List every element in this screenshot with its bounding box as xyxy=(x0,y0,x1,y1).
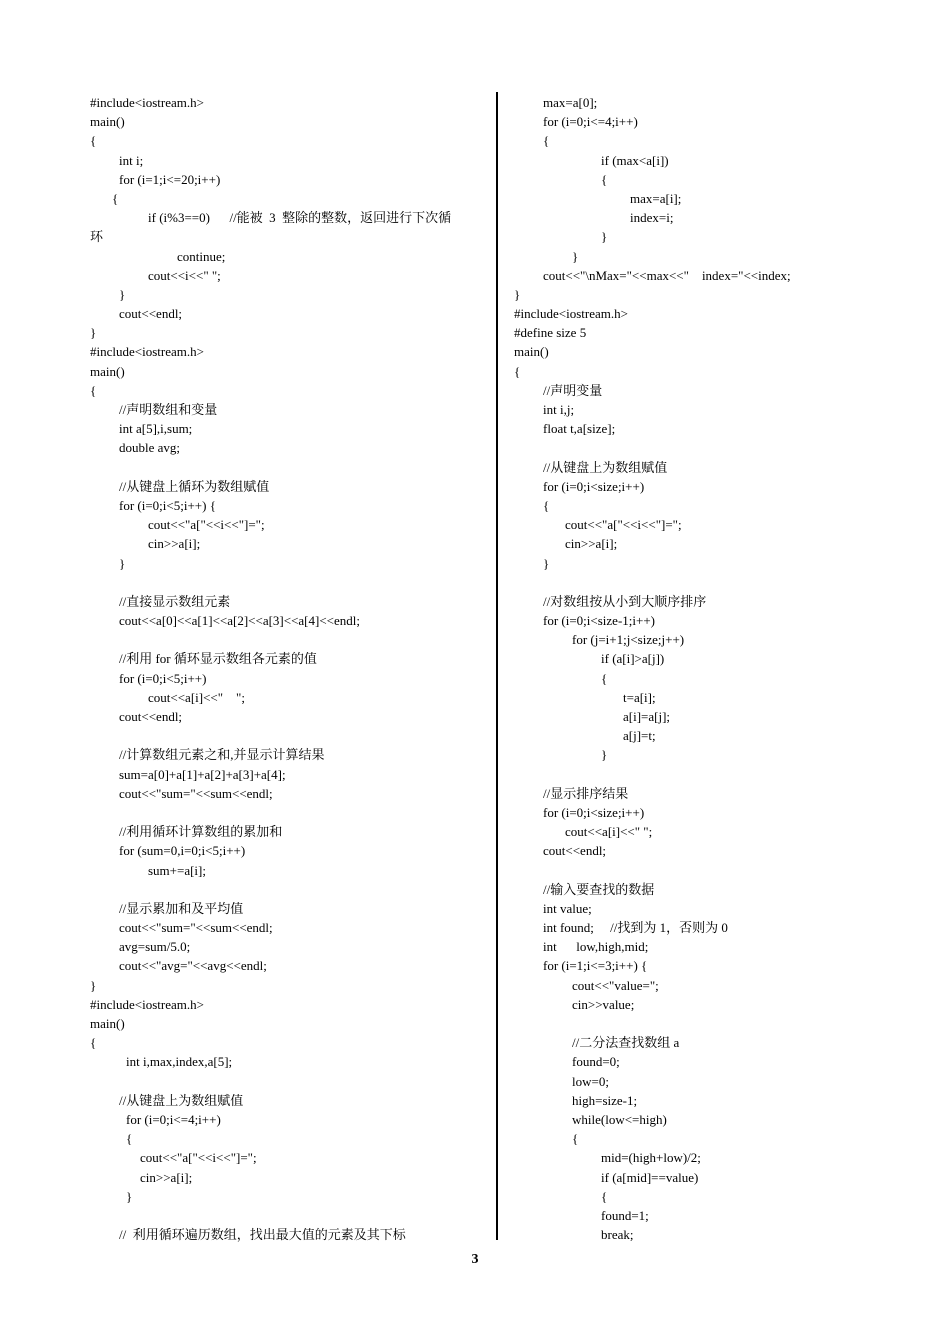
code-line: { xyxy=(90,382,97,398)
code-line: #include<iostream.h> xyxy=(514,306,628,322)
code-line: cout<<"a["<<i<<"]="; xyxy=(148,517,265,533)
code-line: cout<<"sum="<<sum<<endl; xyxy=(119,785,273,801)
code-line: //从键盘上为数组赋值 xyxy=(119,1092,244,1108)
code-line: index=i; xyxy=(630,210,674,226)
page-number: 3 xyxy=(471,1252,479,1267)
code-line xyxy=(514,861,934,880)
code-line xyxy=(514,765,934,784)
code-line: #include<iostream.h> xyxy=(90,95,204,110)
code-line: #include<iostream.h> xyxy=(90,996,204,1012)
code-line: { xyxy=(601,171,608,187)
column-divider xyxy=(496,92,498,1240)
code-line: //声明变量 xyxy=(543,382,603,398)
code-line: low=0; xyxy=(572,1073,609,1089)
code-line: cout<<endl; xyxy=(543,843,607,859)
code-line: for (sum=0,i=0;i<5;i++) xyxy=(119,843,246,859)
code-line xyxy=(90,803,490,822)
code-line: cout<<a[0]<<a[1]<<a[2]<<a[3]<<a[4]<<endl; xyxy=(119,613,360,629)
code-line: } xyxy=(514,286,521,302)
code-line: #include<iostream.h> xyxy=(90,344,204,360)
code-line: main() xyxy=(90,114,125,130)
code-line: { xyxy=(126,1131,133,1147)
code-line xyxy=(514,1014,934,1033)
code-line: sum=a[0]+a[1]+a[2]+a[3]+a[4]; xyxy=(119,766,286,782)
code-line: //显示排序结果 xyxy=(543,785,629,801)
code-line: high=size-1; xyxy=(572,1092,638,1108)
code-line: int a[5],i,sum; xyxy=(119,421,193,437)
code-line xyxy=(90,458,490,477)
code-line: } xyxy=(601,747,608,763)
code-line: { xyxy=(572,1131,579,1147)
code-line: for (j=i+1;j<size;j++) xyxy=(572,632,685,648)
code-line xyxy=(90,1206,490,1225)
code-line: int i,max,index,a[5]; xyxy=(126,1054,233,1070)
code-line: cin>>a[i]; xyxy=(148,536,201,552)
code-line: int low,high,mid; xyxy=(543,939,649,955)
code-line: max=a[i]; xyxy=(630,190,682,206)
code-line: main() xyxy=(514,344,549,360)
code-line: if (i%3==0) //能被 3 整除的整数，返回进行下次循 xyxy=(148,210,452,226)
code-line: double avg; xyxy=(119,440,181,456)
code-line xyxy=(90,880,490,899)
code-line: //计算数组元素之和,并显示计算结果 xyxy=(119,747,325,763)
code-line: if (a[mid]==value) xyxy=(601,1169,699,1185)
code-line: cout<<endl; xyxy=(119,306,183,322)
code-line: { xyxy=(90,133,97,149)
code-line: if (max<a[i]) xyxy=(601,152,669,168)
code-line: mid=(high+low)/2; xyxy=(601,1150,701,1166)
left-code-column xyxy=(90,93,490,1244)
code-line: a[j]=t; xyxy=(623,728,656,744)
code-line: found=1; xyxy=(601,1207,649,1223)
code-line: } xyxy=(90,325,97,341)
code-line: cout<<i<<" "; xyxy=(148,267,221,283)
code-line xyxy=(90,630,490,649)
code-line: cout<<"value="; xyxy=(572,977,659,993)
code-line: cin>>a[i]; xyxy=(140,1169,193,1185)
code-line: //对数组按从小到大顺序排序 xyxy=(543,593,707,609)
code-line: //声明数组和变量 xyxy=(119,402,218,417)
code-line: //输入要查找的数据 xyxy=(543,881,655,897)
code-line: for (i=0;i<size;i++) xyxy=(543,804,645,820)
code-line: max=a[0]; xyxy=(543,95,598,110)
code-line: } xyxy=(543,555,550,571)
code-line: cin>>a[i]; xyxy=(565,536,618,552)
code-line xyxy=(514,438,934,457)
code-line xyxy=(514,573,934,592)
code-line: //二分法查找数组 a xyxy=(572,1035,680,1051)
code-line: //利用 for 循环显示数组各元素的值 xyxy=(119,651,317,667)
code-line: cout<<a[i]<<" "; xyxy=(565,824,653,840)
code-line: cout<<"\nMax="<<max<<" index="<<index; xyxy=(543,267,791,283)
code-line: for (i=0;i<=4;i++) xyxy=(543,114,638,130)
code-line: for (i=0;i<5;i++) xyxy=(119,670,207,686)
code-line: //显示累加和及平均值 xyxy=(119,900,244,916)
code-line: int i,j; xyxy=(543,402,575,417)
code-line: cout<<"avg="<<avg<<endl; xyxy=(119,958,267,974)
code-line: { xyxy=(543,133,550,149)
code-line: found=0; xyxy=(572,1054,620,1070)
right-code-column xyxy=(514,93,934,1244)
code-line: t=a[i]; xyxy=(623,689,656,705)
code-line: { xyxy=(601,670,608,686)
code-line: 环 xyxy=(90,229,104,245)
code-line xyxy=(90,1072,490,1091)
code-line: continue; xyxy=(177,248,226,264)
code-line: { xyxy=(90,1035,97,1051)
code-line: sum+=a[i]; xyxy=(148,862,206,878)
code-line: main() xyxy=(90,1016,125,1031)
code-line: { xyxy=(514,363,521,379)
code-line: avg=sum/5.0; xyxy=(119,939,191,955)
code-line: int found; //找到为 1，否则为 0 xyxy=(543,920,728,936)
code-line: //从键盘上为数组赋值 xyxy=(543,459,668,475)
code-line: for (i=0;i<size-1;i++) xyxy=(543,613,655,629)
code-line: } xyxy=(119,286,126,302)
code-line: //从键盘上循环为数组赋值 xyxy=(119,478,270,494)
code-line: int i; xyxy=(119,152,144,168)
code-line: cout<<"a["<<i<<"]="; xyxy=(565,517,682,533)
code-line: { xyxy=(112,190,119,206)
code-line: for (i=1;i<=20;i++) xyxy=(119,171,221,187)
code-line xyxy=(90,726,490,745)
code-line: } xyxy=(572,248,579,264)
code-line: break; xyxy=(601,1227,634,1243)
code-line: cout<<"a["<<i<<"]="; xyxy=(140,1150,257,1166)
code-line: #define size 5 xyxy=(514,325,587,341)
code-line: } xyxy=(601,229,608,245)
code-line: for (i=0;i<size;i++) xyxy=(543,478,645,494)
code-line: { xyxy=(543,497,550,513)
code-line: //直接显示数组元素 xyxy=(119,593,231,609)
code-line: { xyxy=(601,1188,608,1204)
code-line: int value; xyxy=(543,900,592,916)
code-line: cout<<endl; xyxy=(119,709,183,724)
code-line: //利用循环计算数组的累加和 xyxy=(119,824,283,840)
code-line: cin>>value; xyxy=(572,996,635,1012)
code-line: main() xyxy=(90,363,125,379)
code-line: } xyxy=(90,977,97,993)
code-line: } xyxy=(119,555,126,571)
code-line: for (i=0;i<=4;i++) xyxy=(126,1111,221,1127)
code-line: if (a[i]>a[j]) xyxy=(601,651,665,667)
code-line: for (i=0;i<5;i++) { xyxy=(119,497,216,513)
code-line: a[i]=a[j]; xyxy=(623,709,671,724)
code-line: cout<<a[i]<<" "; xyxy=(148,689,245,705)
code-line: cout<<"sum="<<sum<<endl; xyxy=(119,920,273,936)
code-line xyxy=(90,573,490,592)
code-line: float t,a[size]; xyxy=(543,421,616,437)
code-line: // 利用循环遍历数组，找出最大值的元素及其下标 xyxy=(119,1227,406,1243)
code-line: for (i=1;i<=3;i++) { xyxy=(543,958,648,974)
code-line: while(low<=high) xyxy=(572,1111,667,1127)
code-line: } xyxy=(126,1188,133,1204)
